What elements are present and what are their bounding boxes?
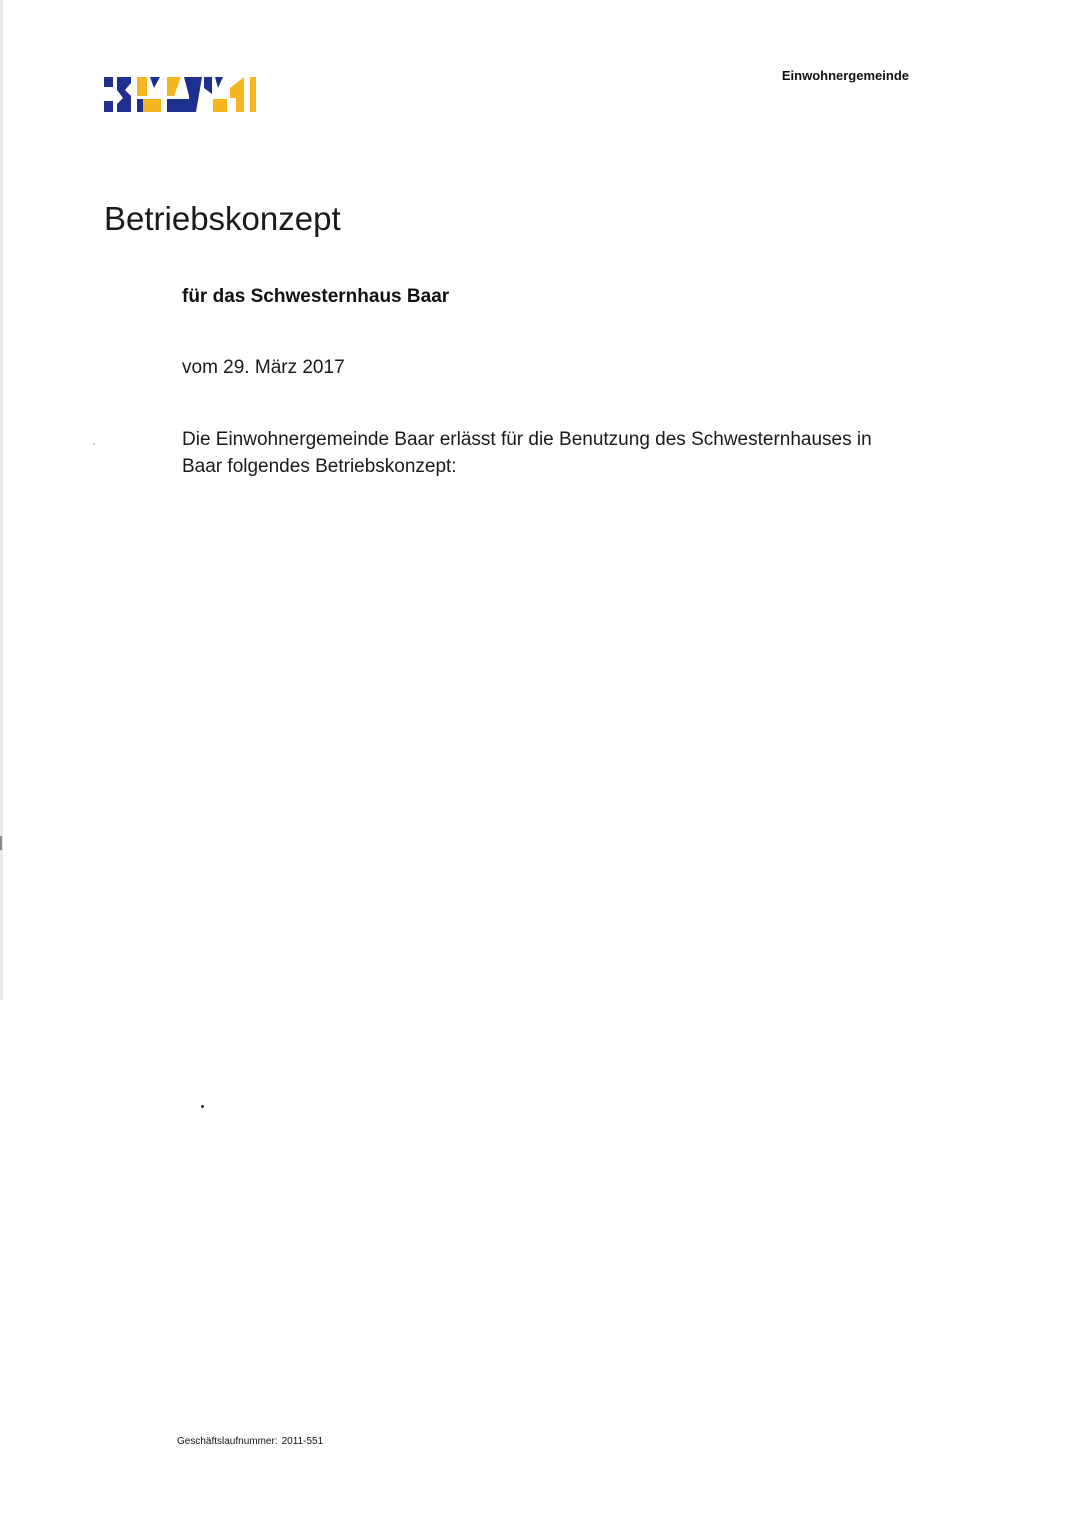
- document-date: vom 29. März 2017: [182, 357, 345, 378]
- document-title: Betriebskonzept: [104, 200, 341, 237]
- scan-speck: [93, 443, 95, 445]
- page-edge-mark: [0, 836, 2, 850]
- document-subtitle: für das Schwesternhaus Baar: [182, 286, 450, 307]
- reference-label: Geschäftslaufnummer:: [177, 1436, 278, 1447]
- page-edge-shadow: [0, 0, 3, 1000]
- reference-number: 2011-551: [281, 1436, 324, 1447]
- organization-name: Einwohnergemeinde: [781, 68, 909, 83]
- baar-logo: [104, 74, 260, 114]
- document-intro-paragraph: Die Einwohnergemeinde Baar erlässt für die Benutzung des Schwesternhauses in Baar folgendes Betriebskonzept:: [182, 429, 872, 477]
- business-reference-number: [177, 1436, 323, 1447]
- scan-dot: [201, 1105, 204, 1108]
